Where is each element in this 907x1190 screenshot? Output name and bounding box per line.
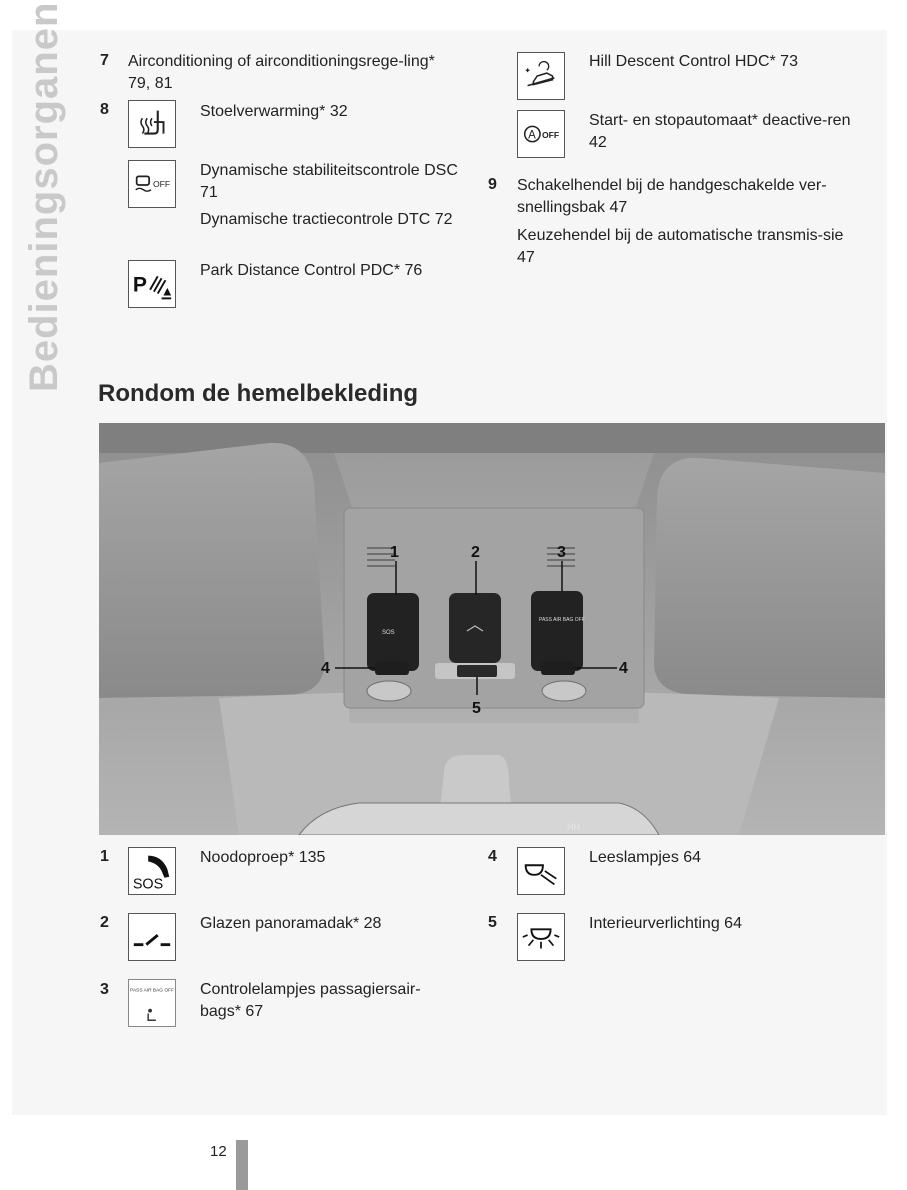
legend-number: 5 <box>488 914 497 931</box>
side-title: Bedieningsorganen <box>22 1 66 392</box>
callout-2: 2 <box>471 544 480 561</box>
hdc-text: Hill Descent Control HDC* 73 <box>589 53 798 70</box>
callout-1: 1 <box>390 544 399 561</box>
legend-number: 3 <box>100 981 109 998</box>
start-stop-text: Start- en stopautomaat* deactive-ren 42 <box>589 112 851 151</box>
photo-corner-tag: HH <box>567 822 580 832</box>
item-number: 7 <box>100 52 109 69</box>
callout-3: 3 <box>557 544 566 561</box>
off-label: OFF <box>541 129 560 140</box>
section-title: Rondom de hemelbekleding <box>98 380 419 407</box>
legend-3-text: Controlelampjes passagiersair-bags* 67 <box>200 981 421 1020</box>
off-label: OFF <box>152 178 171 189</box>
item-number: 8 <box>100 101 109 118</box>
legend-number: 4 <box>488 848 497 865</box>
seat-heating-icon <box>128 100 176 148</box>
interior-light-icon <box>517 913 565 961</box>
keuzehendel-text: Keuzehendel bij de automatische transmis-sie 47 <box>517 227 844 266</box>
sos-icon-label: SOS <box>132 876 164 893</box>
item-9-text: Schakelhendel bij de handgeschakelde ver-snellingsbak 47 <box>517 177 827 216</box>
sos-phone-icon <box>128 847 176 895</box>
start-stop-a-label: A <box>528 129 536 142</box>
legend-2-text: Glazen panoramadak* 28 <box>200 915 382 932</box>
legend-number: 2 <box>100 914 109 931</box>
callout-5: 5 <box>472 700 481 717</box>
legend-4-text: Leeslampjes 64 <box>589 849 702 866</box>
hdc-icon <box>517 52 565 100</box>
legend-1-text: Noodoproep* 135 <box>200 849 326 866</box>
page-number: 12 <box>210 1143 227 1160</box>
page-marker-bar <box>236 1140 248 1190</box>
pdc-p-label: P <box>132 273 147 297</box>
sunroof-icon <box>128 913 176 961</box>
item-7-text: Airconditioning of airconditioningsrege-ling* 79, 81 <box>128 53 435 92</box>
photo-airbag-label: PASS AIR BAG OFF <box>539 617 585 623</box>
photo-sos-label: SOS <box>382 630 395 636</box>
callout-4-left: 4 <box>321 660 330 677</box>
pdc-text: Park Distance Control PDC* 76 <box>200 262 423 279</box>
dsc-text: Dynamische stabiliteitscontrole DSC 71 <box>200 162 458 201</box>
dsc-off-icon <box>128 160 176 208</box>
airbag-icon-label: PASS AIR BAG OFF <box>130 988 174 994</box>
dtc-text: Dynamische tractiecontrole DTC 72 <box>200 211 453 228</box>
airbag-off-icon <box>128 979 176 1027</box>
reading-light-icon <box>517 847 565 895</box>
headliner-photo <box>99 423 885 835</box>
legend-5-text: Interieurverlichting 64 <box>589 915 742 932</box>
legend-number: 1 <box>100 848 109 865</box>
pdc-icon <box>128 260 176 308</box>
item-8-text: Stoelverwarming* 32 <box>200 103 348 120</box>
item-number: 9 <box>488 176 497 193</box>
callout-4-right: 4 <box>619 660 628 677</box>
start-stop-off-icon <box>517 110 565 158</box>
